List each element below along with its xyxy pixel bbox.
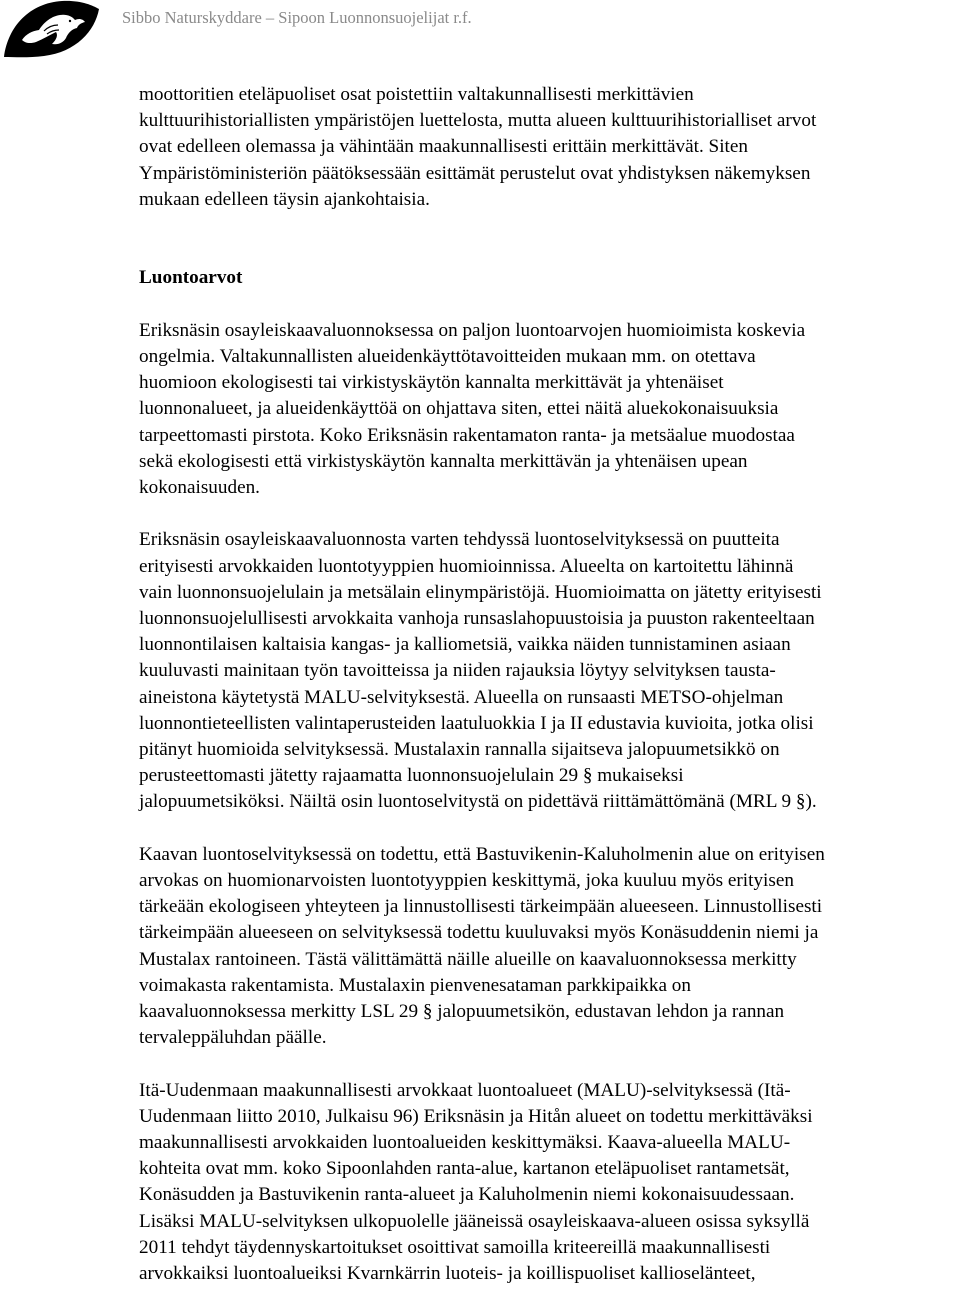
- text-line: arvokas on huomionarvoisten luontotyyppien keskittymä, joka kuuluu myös erityisen: [139, 870, 794, 892]
- text-line: vain luonnonsuojelulain ja metsälain elinympäristöjä. Huomioimatta on jätetty erityisesti: [139, 581, 822, 603]
- text-line: kuuluvasti mainitaan työn tavoitteissa ja niiden rajauksia löytyy selvityksen tausta-: [139, 660, 776, 682]
- text-line: tervaleppäluhdan päälle.: [139, 1027, 327, 1049]
- text-line: luonnonsuojelullisesti arvokkaita vanhoja runsaslahopuustoisia ja puuston rakenteeltaan: [139, 608, 815, 630]
- text-line: kaavaluonnoksessa merkitty LSL 29 § jalopuumetsikön, edustavan lehdon ja rannan: [139, 1001, 785, 1023]
- text-line: kohteita ovat mm. koko Sipoonlahden ranta-alue, kartanon eteläpuoliset rantametsät,: [139, 1158, 790, 1180]
- text-line: 2011 tehdyt täydennyskartoitukset osoittivat samoilla kriteereillä maakunnallisesti: [139, 1236, 771, 1258]
- text-line: moottoritien eteläpuoliset osat poistettiin valtakunnallisesti merkittävien: [139, 84, 694, 105]
- bird-eye: [69, 20, 71, 22]
- text-line: maakunnallisesti arvokkaiden luontoalueiden keskittymäksi. Kaava-alueella MALU-: [139, 1132, 791, 1154]
- text-line: luonnontieteellisten valintaperusteiden laatuluokkia I ja II edustavia kuvioita, jotka olisi: [139, 712, 814, 734]
- text-line: tärkeään ekologiseen yhteyteen ja linnustollisesti tärkeimpään alueeseen. Linnustollisesti: [139, 896, 823, 918]
- text-line: Ympäristöministeriön päätöksessään esittämät perustelut ovat yhdistyksen näkemyksen: [139, 162, 811, 184]
- text-line: Eriksnäsin osayleiskaavaluonnosta varten tehdyssä luontoselvityksessä on puutteita: [139, 529, 780, 551]
- document-body: [139, 82, 960, 1287]
- text-line: erityisesti arvokkaiden luontotyyppien huomioinnissa. Alueelta on kartoitettu lähinnä: [139, 555, 794, 577]
- text-line: mukaan edelleen täysin ajankohtaisia.: [139, 188, 430, 210]
- section-heading-luontoarvot: Luontoarvot: [139, 267, 243, 289]
- paragraph-bastuviken: [139, 842, 960, 1052]
- text-line: Uudenmaan liitto 2010, Julkaisu 96) Eriksnäsin ja Hitån alueet on todettu merkittäväksi: [139, 1105, 813, 1127]
- text-line: pitänyt huomioida selvityksessä. Mustalaxin rannalla sijaitseva jalopuumetsikkö on: [139, 739, 780, 761]
- organization-header: Sibbo Naturskyddare – Sipoon Luonnonsuojelijat r.f.: [122, 8, 472, 27]
- text-line: ovat edelleen olemassa ja vähintään maakunnallisesti erittäin merkittävät. Siten: [139, 136, 748, 158]
- organization-logo: [0, 0, 100, 58]
- text-line: Itä-Uudenmaan maakunnallisesti arvokkaat luontoalueet (MALU)-selvityksessä (Itä-: [139, 1079, 791, 1101]
- paragraph-survey-shortcomings: [139, 527, 960, 815]
- text-line: kulttuurihistoriallisten ympäristöjen luettelosta, mutta alueen kulttuurihistorialliset arvot: [139, 110, 817, 132]
- text-line: voimakasta rakentamista. Mustalaxin pienvenesataman parkkipaikka on: [139, 974, 691, 996]
- text-line: luonnonalueet, ja alueidenkäyttöä on ohjattava siten, ettei näitä aluekokonaisuuksia: [139, 398, 779, 420]
- paragraph-malu: [139, 1078, 960, 1288]
- text-line: tärkeimpään alueeseen on selvityksessä todettu kuuluvaksi myös Konäsuddenin niemi ja: [139, 922, 819, 944]
- text-line: Eriksnäsin osayleiskaavaluonnoksessa on paljon luontoarvojen huomioimista koskevia: [139, 319, 806, 341]
- text-line: ongelmia. Valtakunnallisten alueidenkäyttötavoitteiden mukaan mm. on otettava: [139, 346, 756, 367]
- text-line: tarpeettomasti pirstota. Koko Eriksnäsin rakentamaton ranta- ja metsäalue muodostaa: [139, 424, 795, 446]
- paragraph-nature-values: [139, 318, 960, 501]
- text-line: arvokkaiksi luontoalueiksi Kvarnkärrin luoteis- ja koillispuoliset kallioselänteet,: [139, 1263, 756, 1285]
- paragraph-heritage: [139, 82, 960, 213]
- text-line: aineistona käytetystä MALU-selvityksestä. Alueella on runsaasti METSO-ohjelman: [139, 686, 784, 708]
- text-line: jalopuumetsiköksi. Näiltä osin luontoselvitystä on pidettävä riittämättömänä (MRL 9 §).: [139, 791, 817, 813]
- text-line: kokonaisuuden.: [139, 477, 260, 499]
- text-line: Kaavan luontoselvityksessä on todettu, että Bastuvikenin-Kaluholmenin alue on erityisen: [139, 843, 825, 865]
- text-line: perusteettomasti jätetty rajaamatta luonnonsuojelulain 29 § mukaiseksi: [139, 765, 684, 787]
- text-line: Konäsudden ja Bastuvikenin ranta-alueet ja Kaluholmenin niemi kokonaisuudessaan.: [139, 1184, 795, 1206]
- text-line: huomioon ekologisesti tai virkistyskäytön kannalta merkittävät ja yhtenäiset: [139, 372, 724, 394]
- text-line: sekä ekologisesti että virkistyskäytön kannalta merkittävän ja yhtenäisen upean: [139, 450, 748, 472]
- text-line: Mustalax rantoineen. Tästä välittämättä näille alueille on kaavaluonnoksessa merkitty: [139, 948, 797, 970]
- text-line: luonnontilaisen kaltaisia kangas- ja kalliometsiä, vaikka näiden tunnistaminen asiaan: [139, 634, 791, 656]
- text-line: Lisäksi MALU-selvityksen ulkopuolelle jääneissä osayleiskaava-alueen osissa syksyllä: [139, 1210, 810, 1232]
